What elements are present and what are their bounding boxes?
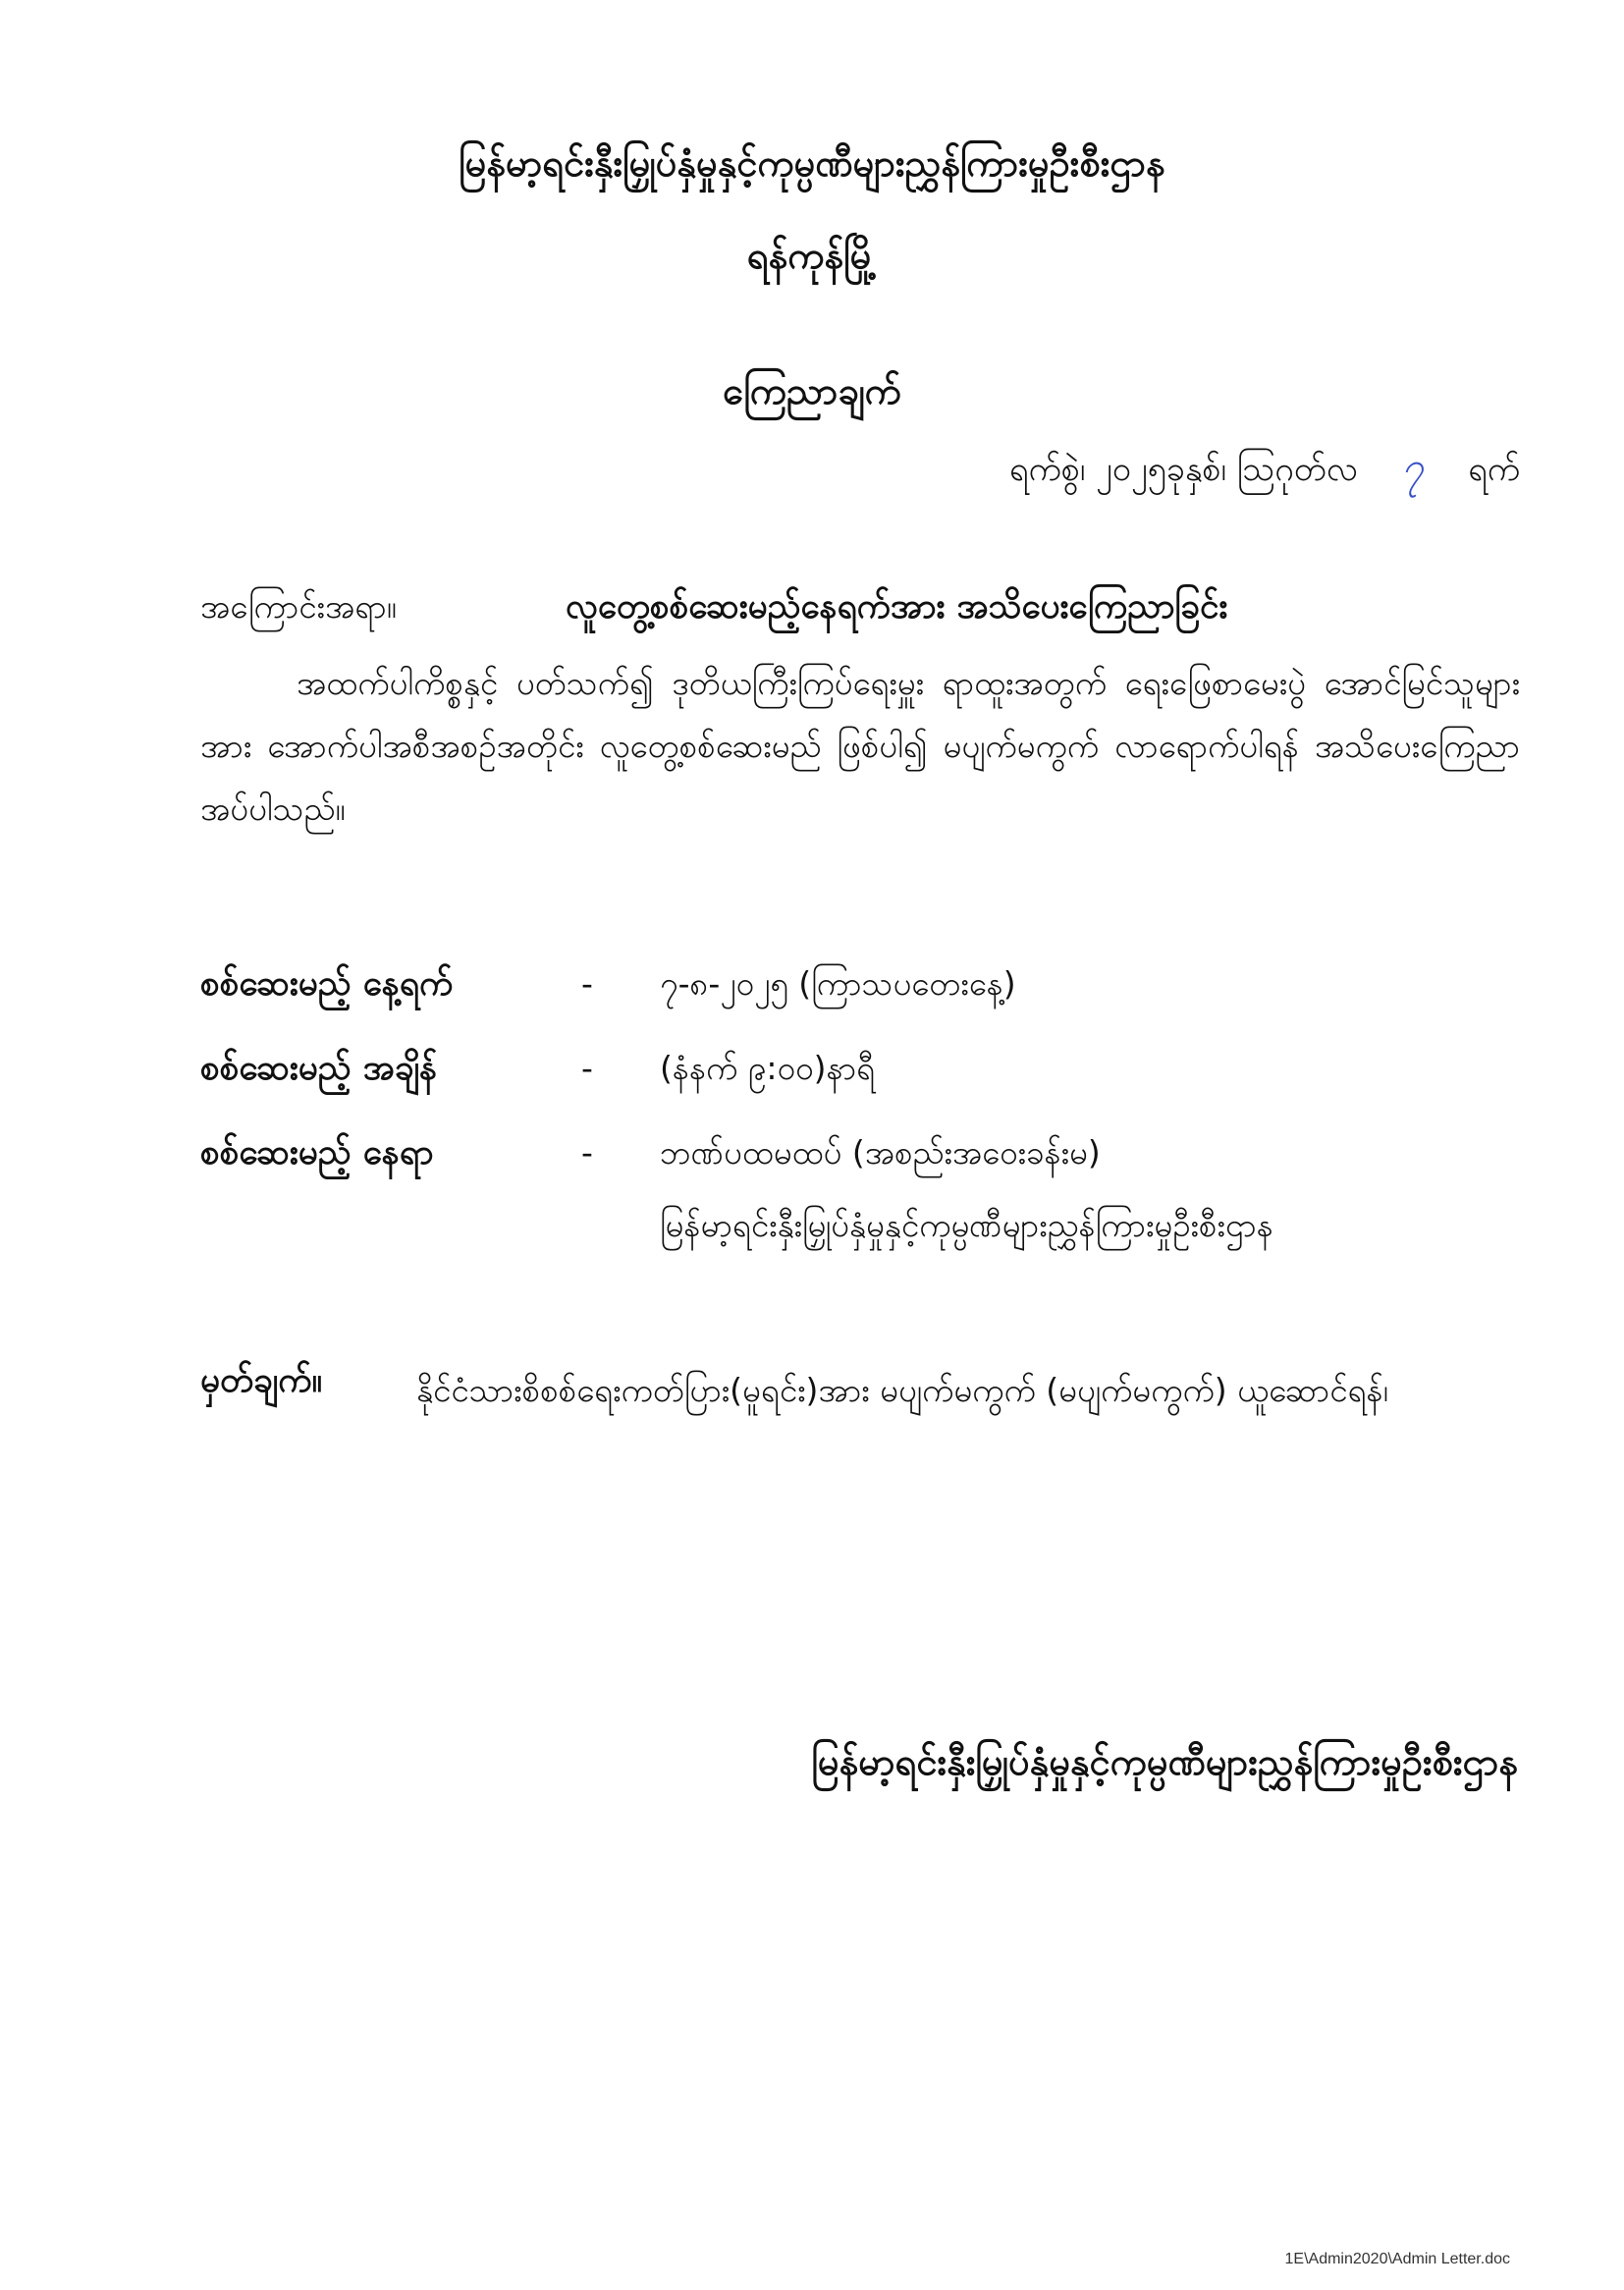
schedule-dash: - (581, 1049, 593, 1087)
note-label: မှတ်ချက်။ (200, 1361, 323, 1400)
schedule-row-time (200, 1039, 875, 1098)
file-path-footer: 1E\Admin2020\Admin Letter.doc (1284, 2251, 1510, 2267)
date-suffix: ရက် (1468, 450, 1520, 489)
schedule-label: စစ်ဆေးမည့် နေရာ (200, 1133, 434, 1172)
schedule-place-line2: မြန်မာ့ရင်းနှီးမြှုပ်နှံမှုနှင့်ကုမ္ပဏီများညွှန်ကြားမှုဦးစီးဌာန (660, 1206, 1273, 1244)
closing-organization: မြန်မာ့ရင်းနှီးမြှုပ်နှံမှုနှင့်ကုမ္ပဏီများညွှန်ကြားမှုဦးစီးဌာန (811, 1740, 1518, 1783)
announcement-title: ကြေညာချက် (723, 369, 901, 412)
subject-row (200, 577, 1520, 636)
schedule-row-place (200, 1123, 1101, 1182)
schedule-value: (နံနက် ၉:၀၀)နာရီ (660, 1049, 876, 1087)
subject-label: အကြောင်းအရာ။ (200, 587, 397, 626)
schedule-dash: - (581, 1133, 593, 1172)
date-line (1009, 438, 1520, 499)
subject-text: လူတွေ့စစ်ဆေးမည့်နေရက်အား အသိပေးကြေညာခြင်း (566, 587, 1228, 627)
date-prefix: ရက်စွဲ၊ ၂၀၂၅ခုနှစ်၊ ဩဂုတ်လ (1008, 450, 1358, 489)
note-text: နိုင်ငံသားစိစစ်ရေးကတ်ပြား(မူရင်း)အား မပျက်မကွက် (မပျက်မကွက်) ယူဆောင်ရန်၊ (416, 1371, 1388, 1409)
schedule-label: စစ်ဆေးမည့် အချိန် (200, 1049, 438, 1088)
schedule-row-date (200, 954, 1016, 1013)
schedule-label: စစ်ဆေးမည့် နေ့ရက် (200, 964, 454, 1004)
schedule-value: ၇-၈-၂၀၂၅ (ကြာသပတေးနေ့) (660, 964, 1016, 1003)
schedule-value: ဘဏ်ပထမထပ် (အစည်းအဝေးခန်းမ) (660, 1133, 1101, 1172)
organization-heading: မြန်မာ့ရင်းနှီးမြှုပ်နှံမှုနှင့်ကုမ္ပဏီများညွှန်ကြားမှုဦးစီးဌာန (459, 141, 1165, 185)
handwritten-day: ၇ (1398, 443, 1426, 492)
body-paragraph: အထက်ပါကိစ္စနှင့် ပတ်သက်၍ ဒုတိယကြီးကြပ်ရေးမှူး ရာထူးအတွက် ရေးဖြေစာမေးပွဲ အောင်မြင်သူများအား အောက်ပါအစီအစဉ်အတိုင်း လူတွေ့စစ်ဆေးမည် ဖြစ်ပါ၍ မပျက်မကွက် လာရောက်ပါရန် အသိပေးကြေညာအပ်ပါသည်။ (200, 664, 1520, 828)
city-heading: ရန်ကုန်မြို့ (746, 234, 878, 277)
schedule-dash: - (581, 964, 593, 1003)
